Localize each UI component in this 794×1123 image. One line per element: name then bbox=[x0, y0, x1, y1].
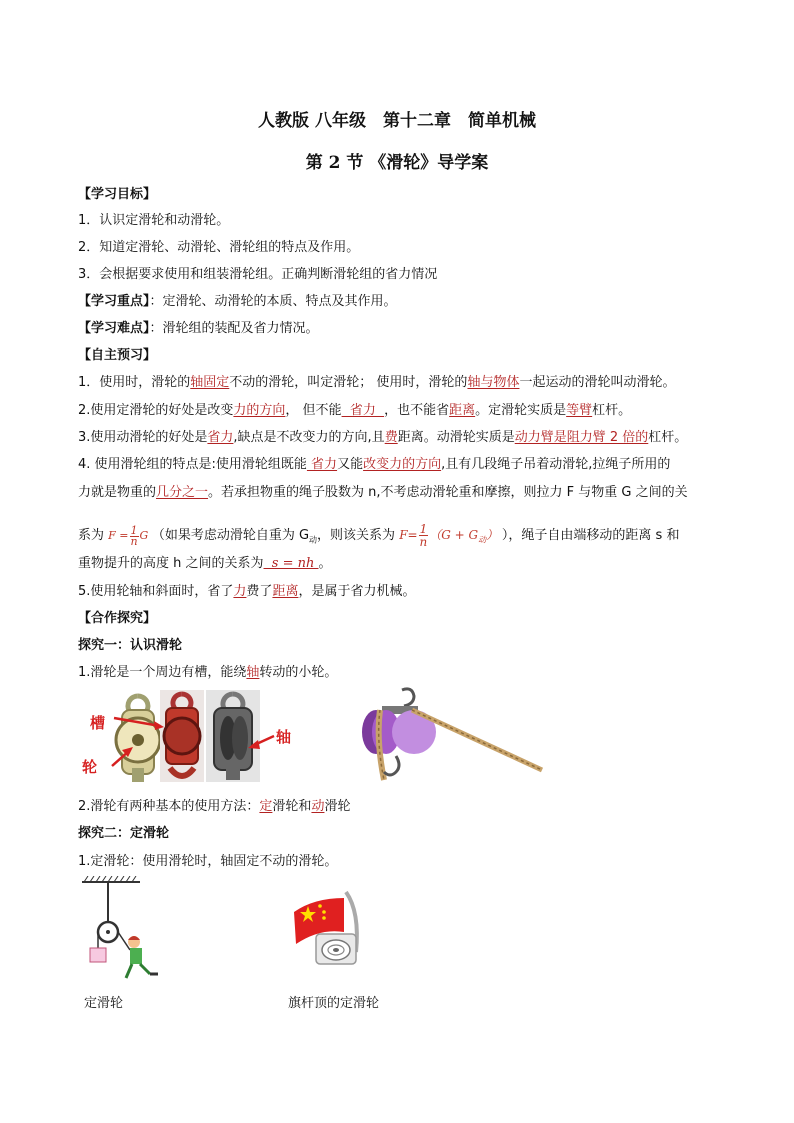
answer: 动 bbox=[311, 799, 325, 814]
caption-fixed-pulley: 定滑轮 bbox=[84, 996, 124, 1011]
pulley-photos bbox=[82, 688, 302, 784]
label-wheel: 轮 bbox=[82, 758, 98, 776]
answer: 距离 bbox=[272, 584, 299, 599]
answer: 省力 bbox=[207, 430, 234, 445]
fixed-pulley-illustration bbox=[78, 876, 170, 986]
preview-q2: 2.使用定滑轮的好处是改变力的方向， 但不能 省力 ，也不能省距离。定滑轮实质是等臂杠杆。 bbox=[78, 403, 632, 418]
preview-q5: 5.使用轮轴和斜面时，省了力费了距离，是属于省力机械。 bbox=[78, 584, 416, 599]
preview-q1: 1．使用时，滑轮的轴固定不动的滑轮，叫定滑轮； 使用时，滑轮的轴与物体一起运动的滑轮叫动滑轮。 bbox=[78, 375, 676, 390]
answer: 力的方向 bbox=[233, 403, 286, 418]
answer: 省力 bbox=[306, 457, 338, 472]
preview-q4-line3: 系为 F = $\frac{1}{n}$ G （如果考虑动滑轮自重为 $G_动$，则该关系为 F= $\frac{1}{n}$ $(G + G_动)$ ），绳子自由端移动的距离 s 和 bbox=[78, 522, 680, 549]
explore-1-q1: 1.滑轮是一个周边有槽，能绕轴转动的小轮。 bbox=[78, 665, 338, 680]
purple-pulley-illustration bbox=[352, 686, 548, 784]
objective-1: 1．认识定滑轮和动滑轮。 bbox=[78, 213, 230, 228]
pulley-photo-1 bbox=[116, 696, 160, 782]
answer: 费 bbox=[384, 430, 398, 445]
explore-1-title: 探究一：认识滑轮 bbox=[78, 638, 183, 653]
formula-simple: F = $\frac{1}{n}$ G bbox=[108, 523, 149, 548]
preview-heading: 【自主预习】 bbox=[78, 348, 157, 363]
answer: 改变力的方向 bbox=[363, 457, 442, 472]
key-point: 【学习重点】：定滑轮、动滑轮的本质、特点及其作用。 bbox=[78, 294, 397, 309]
answer: s = nh bbox=[263, 556, 319, 571]
answer: 定 bbox=[259, 799, 273, 814]
flagpole-pulley-illustration bbox=[288, 886, 368, 972]
explore-2-title: 探究二：定滑轮 bbox=[78, 826, 170, 841]
answer: 几分之一 bbox=[156, 485, 209, 500]
preview-q4-line4: 重物提升的高度 h 之间的关系为 s = nh 。 bbox=[78, 556, 332, 571]
caption-flagpole-pulley: 旗杆顶的定滑轮 bbox=[288, 996, 380, 1011]
pulley-photo-2 bbox=[160, 690, 204, 782]
answer: 轴与物体 bbox=[467, 375, 520, 390]
page-subtitle: 第 2 节 《滑轮》导学案 bbox=[305, 153, 489, 173]
formula-with-pulley: F= $\frac{1}{n}$ $(G + G_动)$ bbox=[399, 522, 499, 549]
answer: 轴固定 bbox=[190, 375, 230, 390]
coop-heading: 【合作探究】 bbox=[78, 611, 157, 626]
preview-q3: 3.使用动滑轮的好处是省力,缺点是不改变力的方向,且费距离。动滑轮实质是动力臂是阻力臂 2 倍的杠杆。 bbox=[78, 430, 688, 445]
explore-2-q1: 1.定滑轮：使用滑轮时，轴固定不动的滑轮。 bbox=[78, 854, 338, 869]
preview-q4-line1: 4. 使用滑轮组的特点是:使用滑轮组既能 省力又能改变力的方向,且有几段绳子吊着动滑轮,拉绳子所用的 bbox=[78, 457, 671, 472]
preview-q4-line2: 力就是物重的几分之一。若承担物重的绳子股数为 n,不考虑动滑轮重和摩擦，则拉力 F 与物重 G 之间的关 bbox=[78, 485, 688, 500]
answer: 动力臂是阻力臂 2 倍的 bbox=[514, 430, 649, 445]
answer: 等臂 bbox=[566, 403, 593, 418]
page-title: 人教版 八年级 第十二章 简单机械 bbox=[258, 111, 536, 131]
label-groove: 槽 bbox=[90, 714, 106, 732]
answer: 距离 bbox=[449, 403, 476, 418]
difficulty: 【学习难点】：滑轮组的装配及省力情况。 bbox=[78, 321, 319, 336]
answer: 力 bbox=[233, 584, 247, 599]
objectives-heading: 【学习目标】 bbox=[78, 187, 157, 202]
pulley-photo-3 bbox=[206, 690, 260, 782]
label-axle: 轴 bbox=[276, 728, 292, 746]
answer: 省力 bbox=[341, 403, 385, 418]
objective-2: 2．知道定滑轮、动滑轮、滑轮组的特点及作用。 bbox=[78, 240, 360, 255]
explore-1-q2: 2.滑轮有两种基本的使用方法：定滑轮和动滑轮 bbox=[78, 799, 351, 814]
objective-3: 3．会根据要求使用和组装滑轮组。正确判断滑轮组的省力情况 bbox=[78, 267, 438, 282]
answer: 轴 bbox=[246, 665, 260, 680]
